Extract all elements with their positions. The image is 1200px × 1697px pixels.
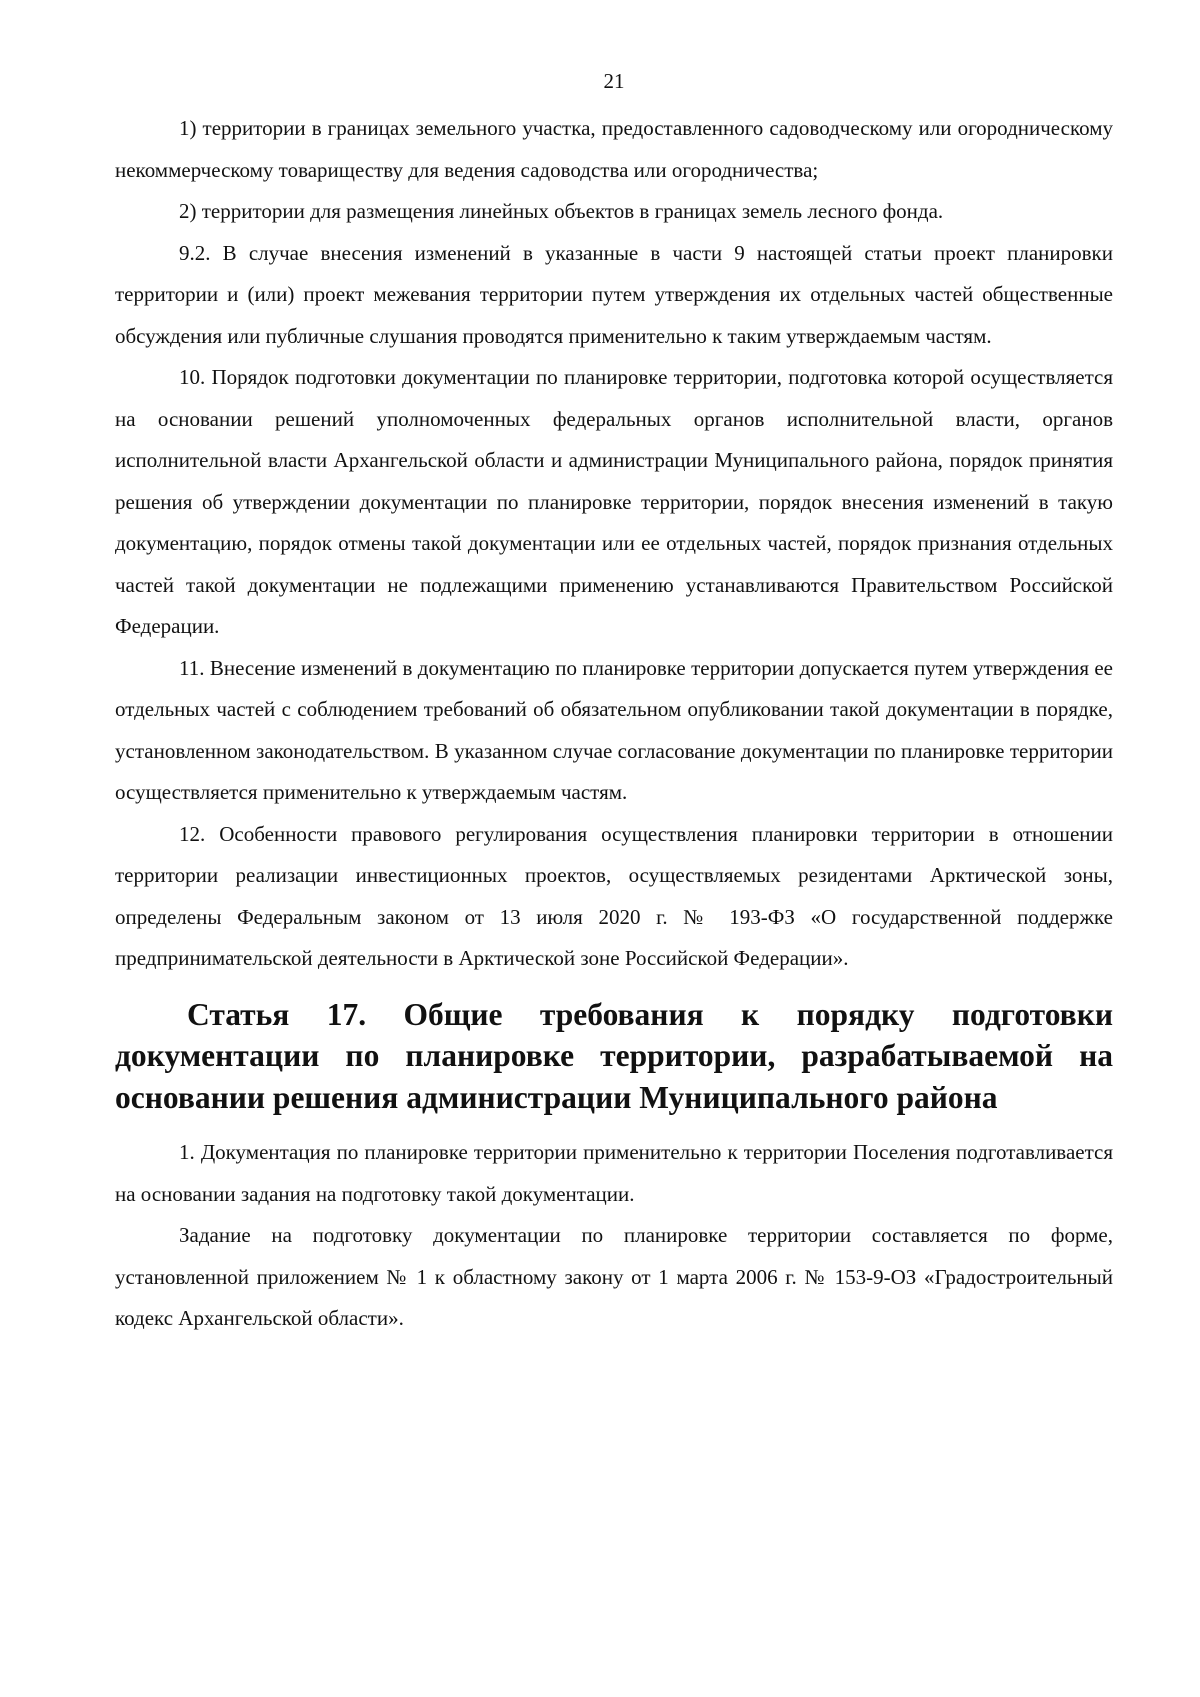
article-17-paragraph-2: Задание на подготовку документации по планировке территории составляется по форме, установленной приложением № 1 к областному закону от 1 марта 2006 г. № 153-9-ОЗ «Градостроительный кодекс Архангельской области». — [115, 1223, 1113, 1330]
paragraph-10: 10. Порядок подготовки документации по планировке территории, подготовка которой осуществляется на основании решений уполномоченных федеральных органов исполнительной власти, органов исполнительной власти Архангельской области и администрации Муниципального района, порядок принятия решения об утверждении документации по планировке территории, порядок внесения изменений в такую документацию, порядок отмены такой документации или ее отдельных частей, порядок признания отдельных частей такой документации не подлежащими применению устанавливаются Правительством Российской Федерации. — [115, 365, 1113, 638]
paragraph-2-item-2: 2) территории для размещения линейных объектов в границах земель лесного фонда. — [179, 199, 944, 223]
article-17-paragraph-1: 1. Документация по планировке территории применительно к территории Поселения подготавливается на основании задания на подготовку такой документации. — [115, 1140, 1113, 1206]
paragraph-11: 11. Внесение изменений в документацию по планировке территории допускается путем утверждения ее отдельных частей с соблюдением требований об обязательном опубликовании такой документации в порядке, установленном законодательством. В указанном случае согласование документации по планировке территории осуществляется применительно к утверждаемым частям. — [115, 655, 1113, 804]
paragraph-9-2: 9.2. В случае внесения изменений в указанные в части 9 настоящей статьи проект планировки территории и (или) проект межевания территории путем утверждения их отдельных частей общественные обсуждения или публичные слушания проводятся применительно к таким утверждаемым частям. — [115, 240, 1113, 348]
article-17-heading: Статья 17. Общие требования к порядку подготовки документации по планировке территории, разрабатываемой на основании решения администрации Муниципального района — [115, 996, 1113, 1115]
paragraph-12: 12. Особенности правового регулирования осуществления планировки территории в отношении территории реализации инвестиционных проектов, осуществляемых резидентами Арктической зоны, определены Федеральным законом от 13 июля 2020 г. № 193-ФЗ «О государственной поддержке предпринимательской деятельности в Арктической зоне Российской Федерации». — [115, 821, 1113, 970]
paragraph-1-item-1: 1) территории в границах земельного участка, предоставленного садоводческому или огородническому некоммерческому товариществу для ведения садоводства или огородничества; — [115, 116, 1113, 182]
page-number: 21 — [603, 69, 625, 93]
